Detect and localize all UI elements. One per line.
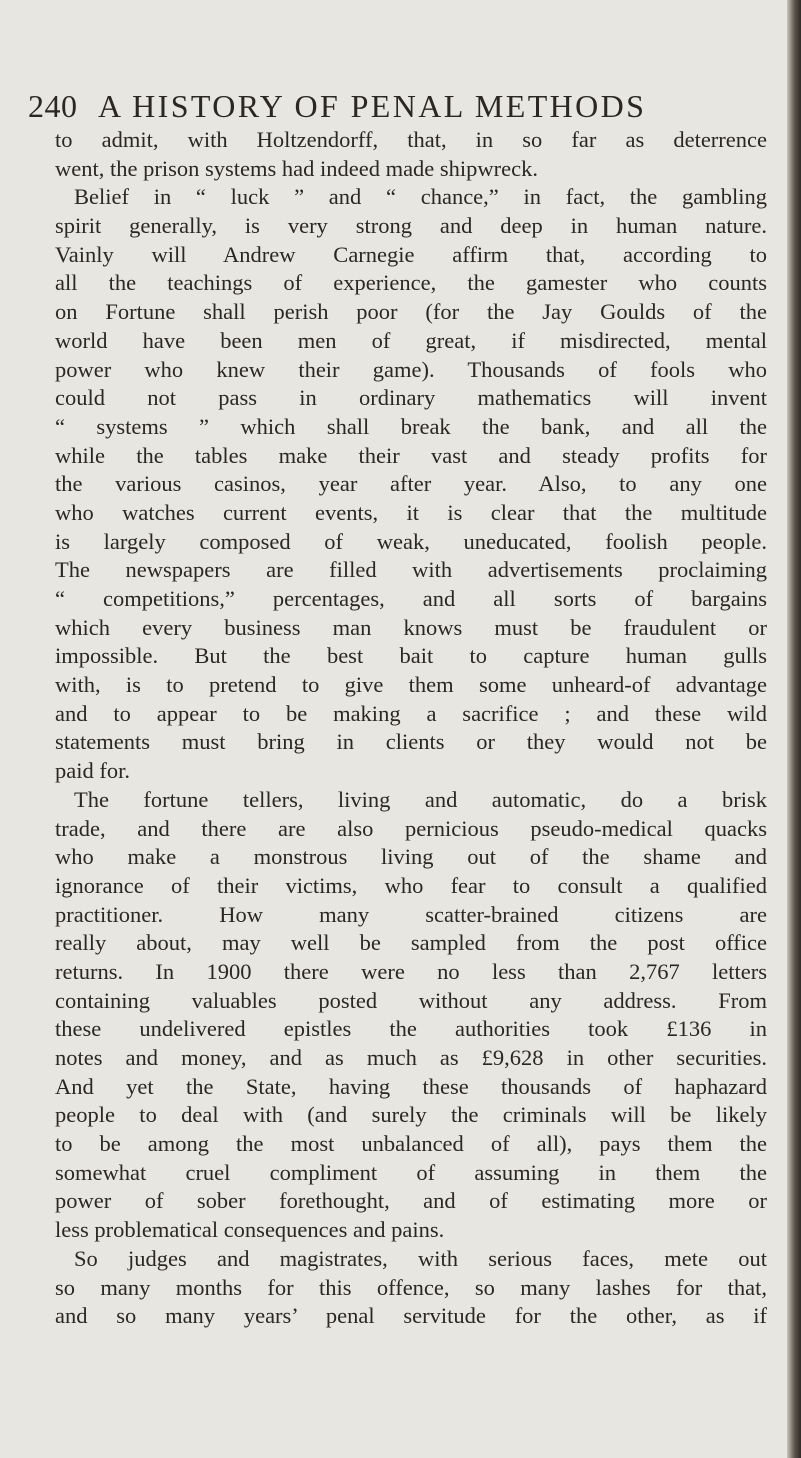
page-number: 240	[28, 88, 78, 124]
text-line: these undelivered epistles the authorities took £136 in	[55, 1016, 767, 1042]
text-line: went, the prison systems had indeed made shipwreck.	[55, 155, 539, 181]
text-line: is largely composed of weak, uneducated, foolish people.	[55, 528, 767, 554]
text-line: with, is to pretend to give them some unheard-of advantage	[55, 672, 767, 698]
text-line: Vainly will Andrew Carnegie affirm that, according to	[55, 241, 767, 267]
text-line: “ competitions,” percentages, and all sorts of bargains	[55, 586, 767, 611]
text-line: so many months for this offence, so many lashes for that,	[55, 1274, 767, 1300]
text-line: less problematical consequences and pains.	[55, 1217, 445, 1243]
text-line: which every business man knows must be fraudulent or	[55, 614, 767, 640]
text-line: all the teachings of experience, the gamester who counts	[55, 270, 767, 296]
binding-edge	[787, 0, 801, 1458]
text-line: while the tables make their vast and steady profits for	[55, 442, 767, 468]
text-line: and to appear to be making a sacrifice ; and these wild	[55, 700, 767, 726]
text-line: containing valuables posted without any address. From	[55, 987, 767, 1013]
text-line: spirit generally, is very strong and deep in human nature.	[55, 213, 767, 239]
page-header	[28, 88, 778, 128]
text-line: So judges and magistrates, with serious faces, mete out	[74, 1245, 767, 1271]
text-line: notes and money, and as much as £9,628 in other securities.	[55, 1045, 767, 1070]
text-line: who make a monstrous living out of the shame and	[55, 844, 767, 870]
text-line: returns. In 1900 there were no less than 2,767 letters	[55, 958, 767, 984]
text-line: And yet the State, having these thousands of haphazard	[55, 1073, 767, 1099]
text-line: world have been men of great, if misdirected, mental	[55, 327, 767, 353]
text-line: practitioner. How many scatter-brained citizens are	[55, 901, 767, 927]
text-line: paid for.	[55, 758, 130, 784]
text-line: to be among the most unbalanced of all), pays them the	[55, 1131, 767, 1157]
text-line: people to deal with (and surely the criminals will be likely	[55, 1102, 767, 1128]
text-line: ignorance of their victims, who fear to consult a qualified	[55, 872, 767, 898]
text-line: The fortune tellers, living and automatic, do a brisk	[74, 786, 767, 812]
text-line: and so many years’ penal servitude for the other, as if	[55, 1303, 767, 1329]
text-line: really about, may well be sampled from the post office	[55, 930, 767, 956]
text-line: “ systems ” which shall break the bank, and all the	[55, 413, 767, 439]
text-line: trade, and there are also pernicious pseudo-medical quacks	[55, 815, 767, 841]
text-line: power of sober forethought, and of estimating more or	[55, 1188, 767, 1214]
text-line: could not pass in ordinary mathematics will invent	[55, 385, 767, 411]
text-line: power who knew their game). Thousands of fools who	[55, 356, 767, 382]
text-line: statements must bring in clients or they would not be	[55, 729, 767, 755]
body-text	[55, 126, 767, 1331]
text-line: on Fortune shall perish poor (for the Jay Goulds of the	[55, 299, 767, 325]
running-title: A HISTORY OF PENAL METHODS	[98, 88, 647, 124]
text-line: The newspapers are filled with advertisements proclaiming	[55, 557, 767, 583]
text-line: to admit, with Holtzendorff, that, in so far as deterrence	[55, 127, 767, 152]
text-line: who watches current events, it is clear that the multitude	[55, 499, 767, 525]
text-line: somewhat cruel compliment of assuming in them the	[55, 1159, 767, 1185]
text-line: Belief in “ luck ” and “ chance,” in fact, the gambling	[74, 184, 767, 210]
text-line: the various casinos, year after year. Also, to any one	[55, 471, 767, 497]
text-line: impossible. But the best bait to capture human gulls	[55, 643, 767, 669]
